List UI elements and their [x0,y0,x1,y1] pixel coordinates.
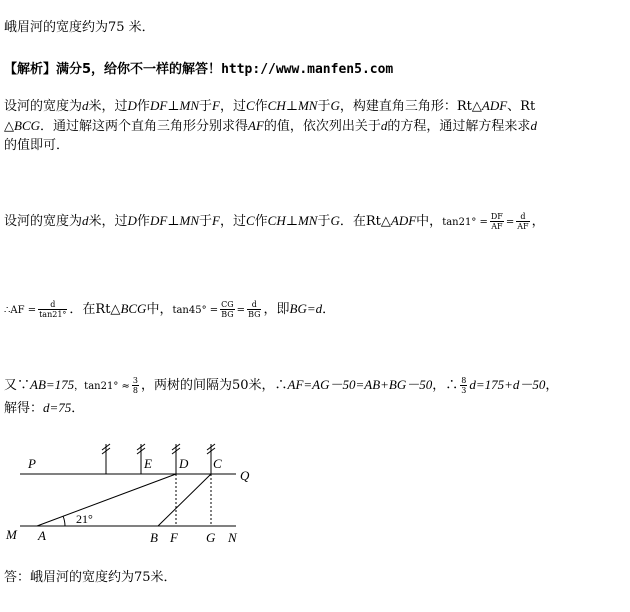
label-g: G [206,530,216,545]
river-diagram [0,430,630,565]
solution-line-1: 设河的宽度为d米，过D作DF⊥MN于F，过C作CH⊥MN于G．在Rt△ADF中，tan21° = $\frac{DF}{AF}$ = $\frac{d}{AF}$ ， [4,212,545,231]
solution-line-4: 解得：d=75． [4,400,85,416]
label-m: M [6,527,17,542]
solution-line-2: ∴AF = $\frac{d}{\tan 21^\circ}$ ．在Rt△BCG中，tan45° = $\frac{CG}{BG}$ = $\frac{d}{BG}$ ，即BG=d． [4,300,336,319]
label-b: B [150,530,158,545]
top-answer: 峨眉河的宽度约为75 米． [4,20,155,35]
frac-d-af: $\frac{d}{AF}$ [517,212,529,231]
frac-3-8: $\frac{3}{8}$ [132,376,138,395]
analysis-line-2: △BCG．通过解这两个直角三角形分别求得AF的值，依次列出关于d的方程，通过解方程来求d [4,118,537,134]
promo-text: 满分5，给你不一样的解答！ [56,62,222,77]
frac-d-tan21: $\frac{d}{\tan 21^\circ}$ [39,300,67,319]
label-e: E [144,456,152,471]
label-c: C [213,456,222,471]
frac-cg-bg: $\frac{CG}{BG}$ [221,300,234,319]
tree-1 [102,444,110,474]
promo-url[interactable]: http://www.manfen5.com [221,62,394,77]
label-angle: 21° [76,512,93,526]
frac-d-bg: $\frac{d}{BG}$ [248,300,261,319]
line-bc [158,474,211,526]
frac-8-3: $\frac{8}{3}$ [461,376,467,395]
solution-line-3: 又∵AB=175，tan21° ≈ $\frac{3}{8}$ ，两树的间隔为50米，∴AF=AG－50=AB+BG－50，∴ $\frac{8}{3}$ d=175+d－50， [4,376,559,395]
analysis-line-1: 设河的宽度为d米，过D作DF⊥MN于F，过C作CH⊥MN于G，构建直角三角形：Rt△ADF、Rt [4,98,536,114]
frac-df-af: $\frac{DF}{AF}$ [490,212,503,231]
label-a: A [38,528,46,543]
label-q: Q [240,468,250,483]
line-ad [37,474,176,526]
analysis-tag: 【解析】 [4,62,57,77]
angle-arc [63,516,65,526]
label-f: F [170,530,178,545]
label-n: N [228,530,237,545]
final-answer: 答：峨眉河的宽度约为75米． [4,570,177,585]
label-d: D [179,456,189,471]
analysis-line-3: 的值即可． [4,138,70,153]
analysis-header [4,62,393,78]
label-p: P [28,456,36,471]
